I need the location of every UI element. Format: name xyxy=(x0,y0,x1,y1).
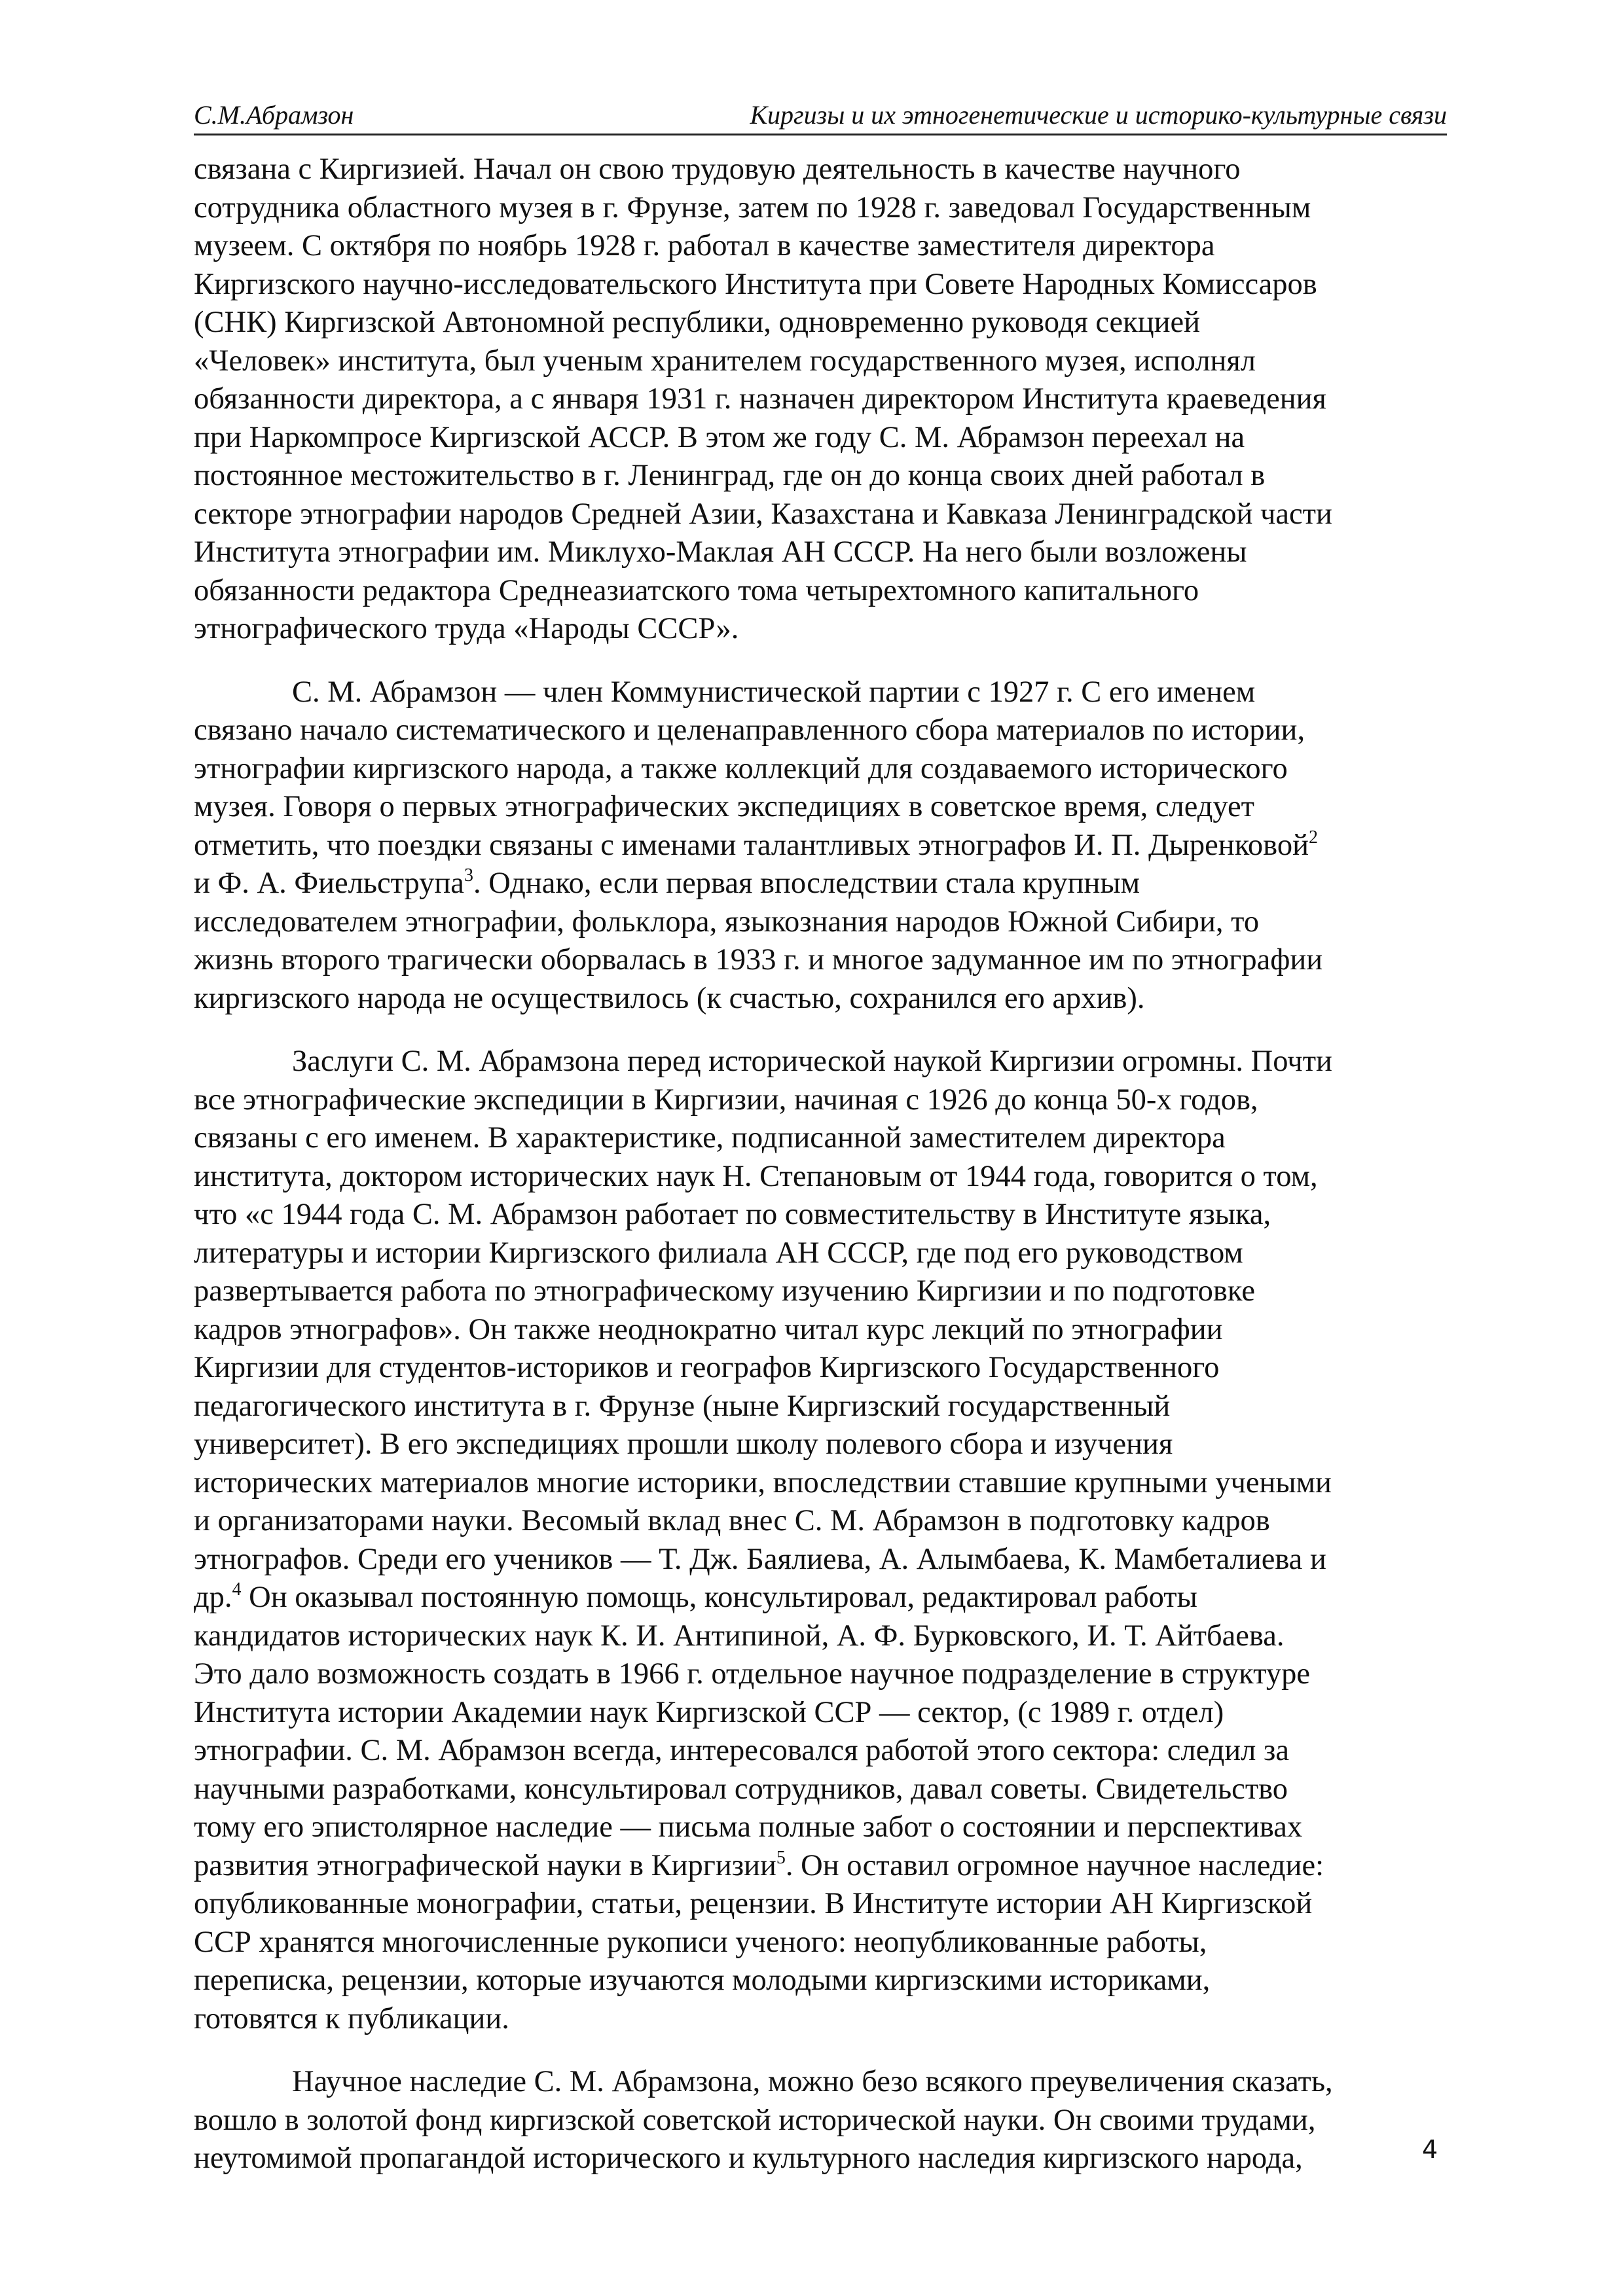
text-run: связано начало систематического и целенаправленного сбора материалов по истории, xyxy=(194,713,1305,747)
text-line xyxy=(194,304,1447,342)
text-line xyxy=(194,1158,1447,1196)
text-run: . Однако, если первая впоследствии стала крупным xyxy=(473,867,1140,900)
text-line xyxy=(194,1655,1447,1694)
text-run: Института этнографии им. Миклухо-Маклая АН СССР. На него были возложены xyxy=(194,535,1247,569)
text-line xyxy=(194,380,1447,419)
running-header xyxy=(194,97,1447,135)
text-run: вошло в золотой фонд киргизской советской исторической науки. Он своими трудами, xyxy=(194,2103,1316,2137)
text-run: Киргизского научно-исследовательского Института при Совете Народных Комиссаров xyxy=(194,267,1317,301)
text-run: Киргизии для студентов-историков и географов Киргизского Государственного xyxy=(194,1351,1220,1384)
text-line xyxy=(194,1272,1447,1311)
text-line xyxy=(194,189,1447,228)
text-run: тому его эпистолярное наследие — письма полные забот о состоянии и перспективах xyxy=(194,1810,1303,1844)
text-run: что «с 1944 года С. М. Абрамзон работает по совместительству в Институте языка, xyxy=(194,1198,1271,1231)
paragraph xyxy=(194,151,1447,649)
footnote-ref: 3 xyxy=(464,865,473,886)
text-run: секторе этнографии народов Средней Азии, Казахстана и Кавказа Ленинградской части xyxy=(194,497,1332,531)
text-line xyxy=(194,457,1447,495)
text-run: отметить, что поездки связаны с именами талантливых этнографов И. П. Дыренковой xyxy=(194,828,1309,862)
paragraph xyxy=(194,673,1447,1018)
text-line xyxy=(194,1732,1447,1770)
text-line xyxy=(194,673,1447,712)
text-run: Института истории Академии наук Киргизской ССР — сектор, (с 1989 г. отдел) xyxy=(194,1695,1224,1729)
text-run: этнографического труда «Народы СССР». xyxy=(194,612,739,645)
text-run: при Наркомпросе Киргизской АССР. В этом же году С. М. Абрамзон переехал на xyxy=(194,420,1245,454)
text-line xyxy=(194,1808,1447,1847)
text-line xyxy=(194,1770,1447,1809)
footnote-ref: 5 xyxy=(776,1847,786,1868)
text-line xyxy=(194,1464,1447,1503)
text-line xyxy=(194,711,1447,750)
text-line xyxy=(194,2140,1447,2178)
text-line xyxy=(194,1924,1447,1962)
text-run: литературы и истории Киргизского филиала АН СССР, где под его руководством xyxy=(194,1236,1243,1270)
text-line xyxy=(194,1196,1447,1234)
text-run: . Он оставил огромное научное наследие: xyxy=(785,1848,1324,1882)
text-run: связаны с его именем. В характеристике, подписанной заместителем директора xyxy=(194,1121,1226,1155)
text-line xyxy=(194,1847,1447,1886)
text-line xyxy=(194,750,1447,789)
text-run: развития этнографической науки в Киргизии xyxy=(194,1848,776,1882)
paragraph xyxy=(194,2063,1447,2178)
text-run: музея. Говоря о первых этнографических экспедициях в советское время, следует xyxy=(194,790,1254,823)
text-run: обязанности директора, а с января 1931 г. назначен директором Института краеведения xyxy=(194,382,1326,416)
text-line xyxy=(194,865,1447,903)
body-text xyxy=(194,151,1447,2178)
text-run: постоянное местожительство в г. Ленинград, где он до конца своих дней работал в xyxy=(194,459,1266,492)
text-run: развертывается работа по этнографическому изучению Киргизии и по подготовке xyxy=(194,1274,1255,1308)
text-line xyxy=(194,1043,1447,1081)
text-run: киргизского народа не осуществилось (к счастью, сохранился его архив). xyxy=(194,981,1145,1015)
text-line xyxy=(194,1311,1447,1350)
text-line xyxy=(194,1081,1447,1120)
text-line xyxy=(194,533,1447,572)
text-line xyxy=(194,151,1447,189)
text-line xyxy=(194,1962,1447,2000)
text-run: исследователем этнографии, фольклора, языкознания народов Южной Сибири, то xyxy=(194,905,1260,939)
text-line xyxy=(194,1617,1447,1656)
text-run: и Ф. А. Фиельструпа xyxy=(194,867,464,900)
text-line xyxy=(194,495,1447,534)
text-run: все этнографические экспедиции в Киргизии, начиная с 1926 до конца 50-х годов, xyxy=(194,1083,1258,1117)
text-run: С. М. Абрамзон — член Коммунистической партии с 1927 г. С его именем xyxy=(292,675,1256,709)
text-run: университет). В его экспедициях прошли школу полевого сбора и изучения xyxy=(194,1427,1173,1461)
text-run: Научное наследие С. М. Абрамзона, можно безо всякого преувеличения сказать, xyxy=(292,2065,1333,2098)
text-line xyxy=(194,572,1447,611)
header-author: С.М.Абрамзон xyxy=(194,100,354,130)
text-run: сотрудника областного музея в г. Фрунзе, затем по 1928 г. заведовал Государственным xyxy=(194,190,1311,224)
text-run: неутомимой пропагандой исторического и культурного наследия киргизского народа, xyxy=(194,2142,1303,2175)
text-run: готовятся к публикации. xyxy=(194,2001,509,2036)
text-line xyxy=(194,1885,1447,1924)
text-run: этнографов. Среди его учеников — Т. Дж. Баялиева, А. Алымбаева, К. Мамбеталиева и xyxy=(194,1542,1326,1576)
text-run: переписка, рецензии, которые изучаются молодыми киргизскими историками, xyxy=(194,1964,1211,1997)
text-line xyxy=(194,2000,1447,2039)
text-line xyxy=(194,1349,1447,1388)
text-run: музеем. С октября по ноябрь 1928 г. работал в качестве заместителя директора xyxy=(194,229,1215,262)
text-run: педагогического института в г. Фрунзе (ныне Киргизский государственный xyxy=(194,1389,1171,1423)
text-run: кандидатов исторических наук К. И. Антипиной, А. Ф. Бурковского, И. Т. Айтбаева. xyxy=(194,1619,1285,1653)
text-run: Это дало возможность создать в 1966 г. отдельное научное подразделение в структуре xyxy=(194,1657,1310,1691)
text-run: опубликованные монографии, статьи, рецензии. В Институте истории АН Киргизской xyxy=(194,1887,1313,1920)
text-line xyxy=(194,827,1447,865)
text-run: института, доктором исторических наук Н. Степановым от 1944 года, говорится о том, xyxy=(194,1159,1318,1193)
text-line xyxy=(194,342,1447,381)
text-run: Заслуги С. М. Абрамзона перед исторической наукой Киргизии огромны. Почти xyxy=(292,1045,1332,1078)
text-run: исторических материалов многие историки, впоследствии ставшие крупными учеными xyxy=(194,1465,1332,1499)
text-run: обязанности редактора Среднеазиатского тома четырехтомного капитального xyxy=(194,573,1199,607)
text-line xyxy=(194,1579,1447,1617)
text-line xyxy=(194,1694,1447,1732)
text-line xyxy=(194,1502,1447,1541)
text-run: кадров этнографов». Он также неоднократно читал курс лекций по этнографии xyxy=(194,1312,1223,1346)
text-line xyxy=(194,610,1447,649)
text-line xyxy=(194,1388,1447,1426)
text-line xyxy=(194,419,1447,457)
text-line xyxy=(194,1541,1447,1579)
text-run: Он оказывал постоянную помощь, консультировал, редактировал работы xyxy=(241,1581,1197,1614)
text-run: др. xyxy=(194,1581,232,1614)
footnote-ref: 2 xyxy=(1308,827,1318,848)
text-run: (СНК) Киргизской Автономной республики, одновременно руководя секцией xyxy=(194,306,1201,339)
text-run: и организаторами науки. Весомый вклад внес С. М. Абрамзон в подготовку кадров xyxy=(194,1504,1270,1537)
text-line xyxy=(194,788,1447,827)
text-run: научными разработками, консультировал сотрудников, давал советы. Свидетельство xyxy=(194,1772,1288,1806)
page-number: 4 xyxy=(1422,2135,1438,2164)
paragraph xyxy=(194,1043,1447,2038)
text-line xyxy=(194,227,1447,266)
text-line xyxy=(194,941,1447,980)
text-line xyxy=(194,266,1447,304)
footnote-ref: 4 xyxy=(232,1579,242,1600)
text-line xyxy=(194,1119,1447,1158)
text-run: этнографии. С. М. Абрамзон всегда, интересовался работой этого сектора: следил за xyxy=(194,1734,1290,1767)
text-line xyxy=(194,2102,1447,2140)
text-line xyxy=(194,1234,1447,1273)
text-run: «Человек» института, был ученым хранителем государственного музея, исполнял xyxy=(194,344,1256,378)
text-line xyxy=(194,1426,1447,1464)
text-run: связана с Киргизией. Начал он свою трудовую деятельность в качестве научного xyxy=(194,152,1241,186)
text-run: этнографии киргизского народа, а также коллекций для создаваемого исторического xyxy=(194,751,1288,785)
text-run: жизнь второго трагически оборвалась в 1933 г. и многое задуманное им по этнографии xyxy=(194,943,1323,977)
text-line xyxy=(194,2063,1447,2102)
text-run: ССР хранятся многочисленные рукописи ученого: неопубликованные работы, xyxy=(194,1925,1207,1959)
header-book-title: Киргизы и их этногенетические и историко-культурные связи xyxy=(750,100,1447,130)
text-line xyxy=(194,980,1447,1018)
text-line xyxy=(194,903,1447,942)
